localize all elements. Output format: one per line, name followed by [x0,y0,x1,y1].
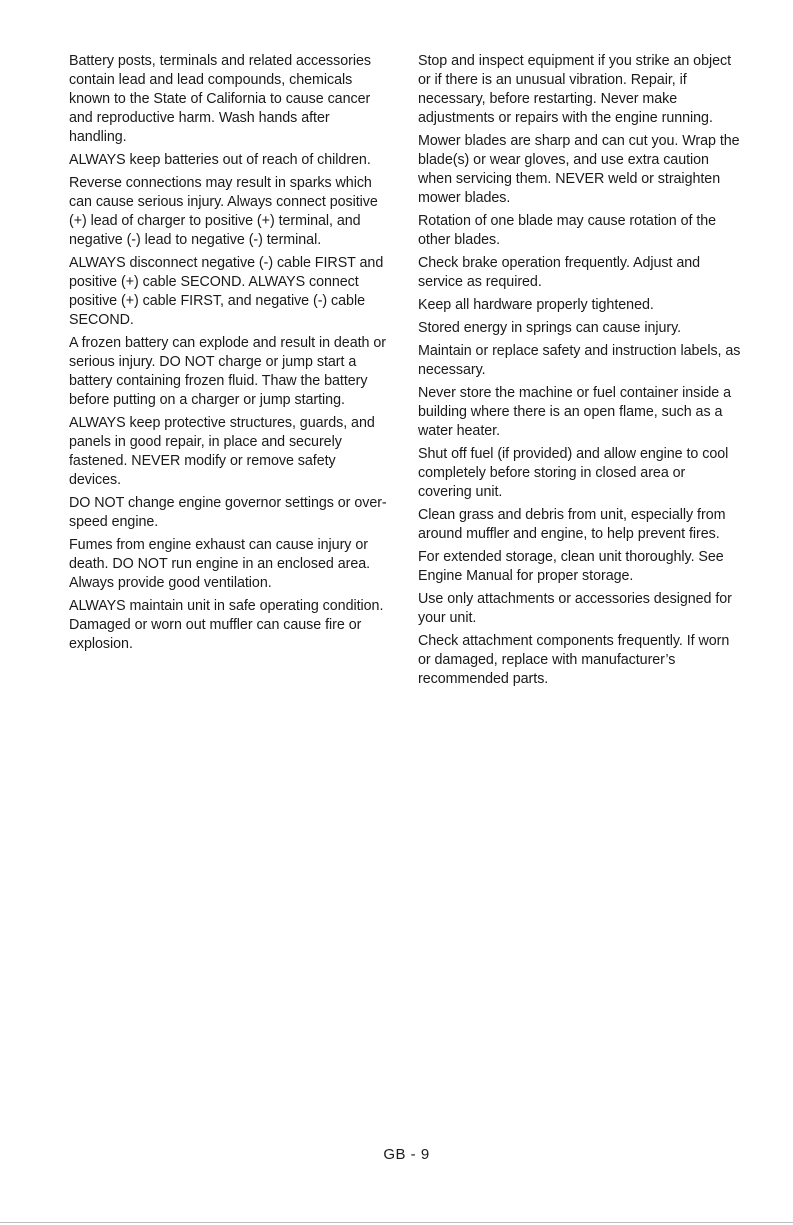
paragraph-safety-labels: Maintain or replace safety and instruction labels, as necessary. [418,343,741,378]
paragraph-governor-settings: DO NOT change engine governor settings or over-speed engine. [69,495,387,530]
paragraph-storage-open-flame: Never store the machine or fuel container inside a building where there is an open flame, such as a water heater. [418,385,731,439]
paragraph-protective-structures: ALWAYS keep protective structures, guards, and panels in good repair, in place and securely fastened. NEVER modify or remove safety devices. [69,415,375,488]
paragraph-extended-storage: For extended storage, clean unit thoroughly. See Engine Manual for proper storage. [418,549,724,584]
paragraph-stop-and-inspect: Stop and inspect equipment if you strike an object or if there is an unusual vibration. Repair, if necessary, before restarting. Never make adjustments or repairs with the engine running. [418,53,732,126]
paragraph-attachments: Use only attachments or accessories designed for your unit. [418,591,732,626]
paragraph-frozen-battery: A frozen battery can explode and result in death or serious injury. DO NOT charge or jump start a battery containing frozen fluid. Thaw the battery before putting on a charger or jump starting. [69,335,386,408]
right-column [418,52,742,693]
paragraph-battery-lead-warning: Battery posts, terminals and related accessories contain lead and lead compounds, chemicals known to the State of California to cause cancer and reproductive harm. Wash hands after handling. [69,53,371,145]
paragraph-mower-blades: Mower blades are sharp and can cut you. Wrap the blade(s) or wear gloves, and use extra caution when servicing them. NEVER weld or straighten mower blades. [418,133,740,206]
paragraph-springs-energy: Stored energy in springs can cause injury. [418,320,682,336]
bottom-divider [0,1222,793,1223]
paragraph-check-attachment-components: Check attachment components frequently. If worn or damaged, replace with manufacturer’s recommended parts. [418,633,730,687]
paragraph-blade-rotation: Rotation of one blade may cause rotation of the other blades. [418,213,717,248]
paragraph-safe-operating-condition: ALWAYS maintain unit in safe operating condition. Damaged or worn out muffler can cause fire or explosion. [69,598,384,652]
paragraph-shut-off-fuel: Shut off fuel (if provided) and allow engine to cool completely before storing in closed area or covering unit. [418,446,729,500]
paragraph-exhaust-fumes: Fumes from engine exhaust can cause injury or death. DO NOT run engine in an enclosed area. Always provide good ventilation. [69,537,371,591]
paragraph-hardware-tightened: Keep all hardware properly tightened. [418,297,654,313]
paragraph-cable-order: ALWAYS disconnect negative (-) cable FIRST and positive (+) cable SECOND. ALWAYS connect positive (+) cable FIRST, and negative (-) cable SECOND. [69,255,384,328]
page-number: GB - 9 [383,1146,430,1163]
paragraph-brake-operation: Check brake operation frequently. Adjust and service as required. [418,255,701,290]
paragraph-clean-debris: Clean grass and debris from unit, especially from around muffler and engine, to help prevent fires. [418,507,726,542]
left-column [69,52,391,658]
paragraph-reverse-connections: Reverse connections may result in sparks which can cause serious injury. Always connect positive (+) lead of charger to positive (+) terminal, and negative (-) lead to negative (-) terminal. [69,175,378,248]
paragraph-batteries-children: ALWAYS keep batteries out of reach of children. [69,152,371,168]
page-footer [0,1146,793,1164]
